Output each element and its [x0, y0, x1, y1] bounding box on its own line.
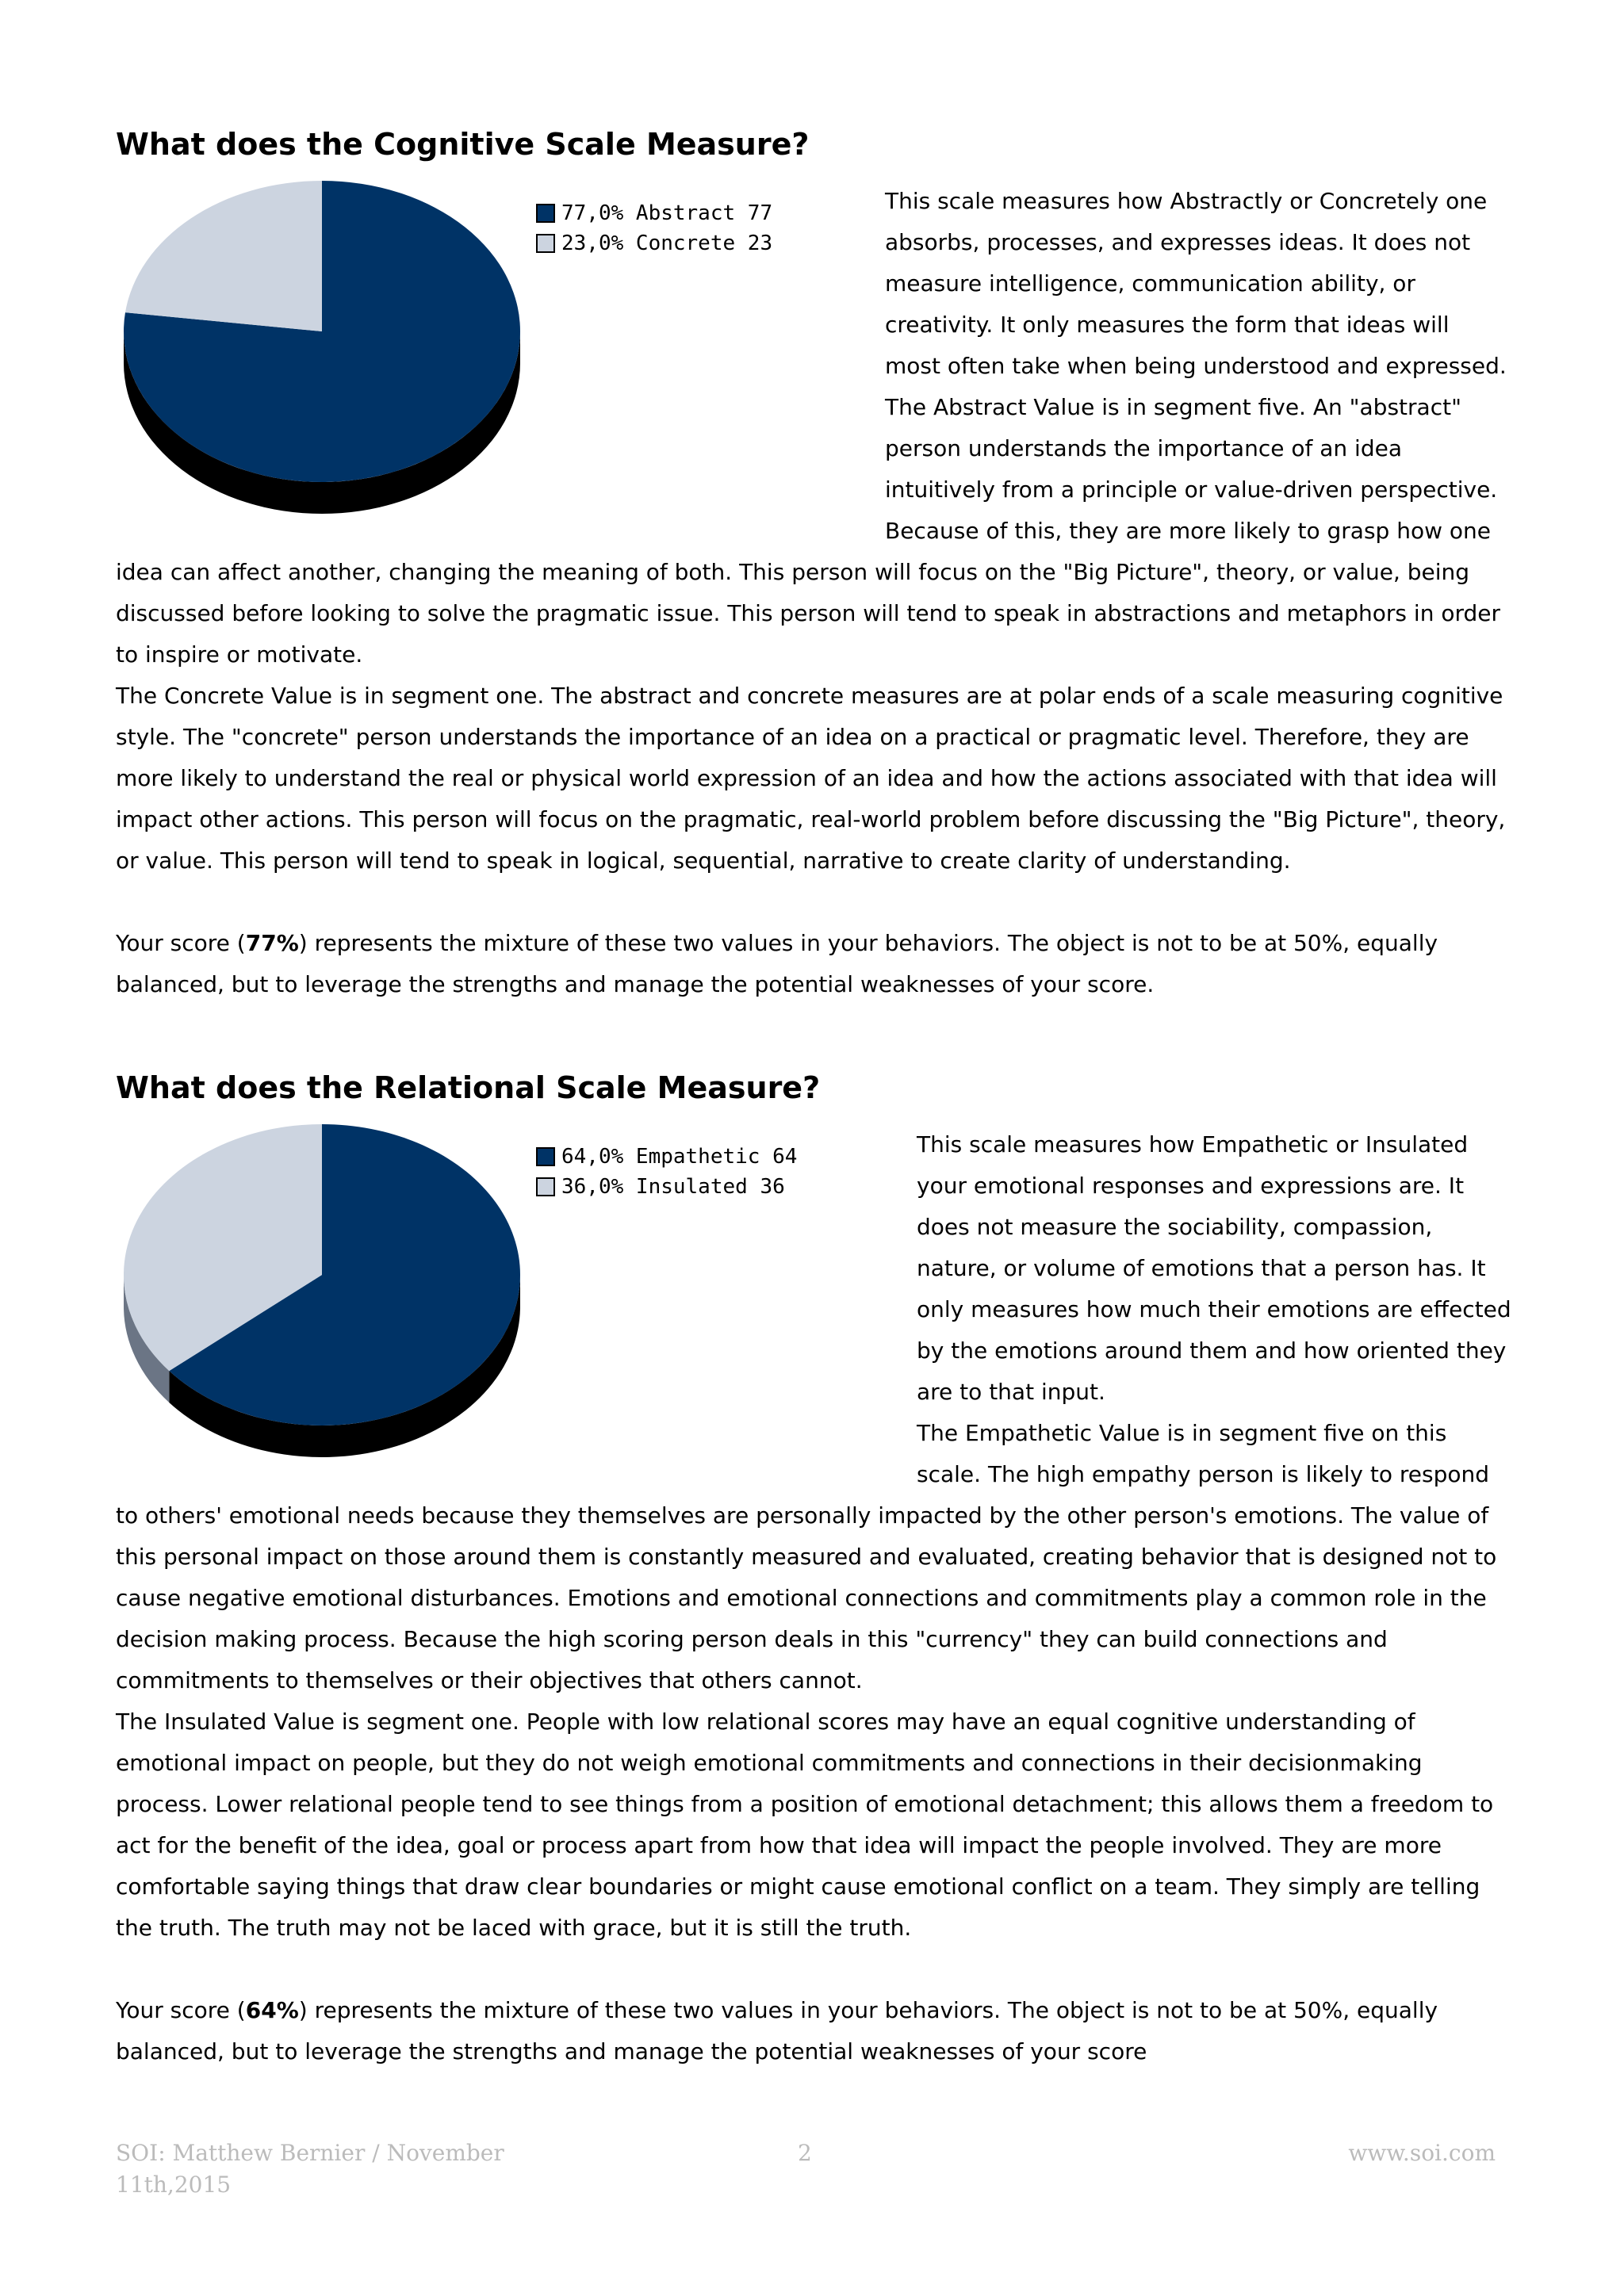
- chart-legend: [536, 198, 772, 258]
- section-heading: What does the Cognitive Scale Measure?: [116, 127, 810, 162]
- pie-chart-figure: [116, 181, 845, 541]
- paragraph: The Abstract Value is in segment five. An "abstract" person understands the importance of an idea intuitively from a principle or value-driven perspective. Because of this, they are more likely to grasp how one idea can affect another, changing the meaning of both. This person will focus on the "Big Picture", theory, or value, being discussed before looking to solve the pragmatic issue. This person will tend to speak in abstractions and metaphors in order to inspire or motivate.: [116, 394, 1501, 668]
- footer-author-date: SOI: Matthew Bernier / November 11th,2015: [116, 2140, 504, 2198]
- score-value: 64%: [245, 1997, 299, 2023]
- cognitive-scale-section: [116, 125, 1511, 1005]
- paragraph: This scale measures how Abstractly or Concretely one absorbs, processes, and expresses ideas. It does not measure intelligence, communication ability, or creativity. It only measures the form that ideas will most often take when being understood and expressed.: [885, 188, 1507, 379]
- score-paragraph: [116, 923, 1511, 1005]
- legend-item: [536, 1172, 797, 1202]
- legend-swatch-concrete: [536, 234, 555, 253]
- page-footer: [116, 2137, 1496, 2217]
- legend-label: 77,0% Abstract 77: [561, 201, 773, 225]
- chart-legend: [536, 1142, 797, 1202]
- legend-label: 64,0% Empathetic 64: [561, 1145, 798, 1169]
- paragraph: The Insulated Value is segment one. People with low relational scores may have an equal cognitive understanding of emotional impact on people, but they do not weigh emotional commitments and connections in their decisionmaking process. Lower relational people tend to see things from a position of emotional detachment; this allows them a freedom to act for the benefit of the idea, goal or process apart from how that idea will impact the people involved. They are more comfortable saying things that draw clear boundaries or might cause emotional conflict on a team. They simply are telling the truth. The truth may not be laced with grace, but it is still the truth.: [116, 1709, 1494, 1941]
- legend-swatch-abstract: [536, 204, 555, 223]
- pie-slice-concrete: [125, 181, 322, 331]
- section-heading: What does the Relational Scale Measure?: [116, 1070, 821, 1105]
- paragraph: This scale measures how Empathetic or Insulated your emotional responses and expressions are. It does not measure the sociability, compassion, nature, or volume of emotions that a person has. It only measures how much their emotions are effected by the emotions around them and how oriented they are to that input.: [917, 1131, 1511, 1405]
- pie-chart-figure: [116, 1124, 877, 1468]
- score-suffix: ) represents the mixture of these two values in your behaviors. The object is not to be at 50%, equally balanced, but to leverage the strengths and manage the potential weaknesses of your score.: [116, 930, 1438, 997]
- paragraph: The Empathetic Value is in segment five on this scale. The high empathy person is likely to respond to others' emotional needs because they themselves are personally impacted by the other person's emotions. The value of this personal impact on those around them is constantly measured and evaluated, creating behavior that is designed not to cause negative emotional disturbances. Emotions and emotional connections and commitments play a common role in the decision making process. Because the high scoring person deals in this "currency" they can build connections and commitments to themselves or their objectives that others cannot.: [116, 1420, 1497, 1693]
- legend-item: [536, 198, 772, 228]
- legend-swatch-insulated: [536, 1177, 555, 1196]
- legend-label: 36,0% Insulated 36: [561, 1175, 785, 1199]
- relational-scale-section: [116, 1069, 1511, 2072]
- score-suffix: ) represents the mixture of these two values in your behaviors. The object is not to be at 50%, equally balanced, but to leverage the strengths and manage the potential weaknesses of your score: [116, 1997, 1438, 2064]
- legend-item: [536, 1142, 797, 1172]
- legend-swatch-empathetic: [536, 1147, 555, 1166]
- footer-page-number: 2: [798, 2140, 812, 2166]
- footer-website: www.soi.com: [1348, 2140, 1496, 2166]
- score-paragraph: [116, 1990, 1511, 2072]
- legend-item: [536, 228, 772, 258]
- score-value: 77%: [245, 930, 299, 956]
- legend-label: 23,0% Concrete 23: [561, 232, 773, 255]
- paragraph: The Concrete Value is in segment one. The abstract and concrete measures are at polar ends of a scale measuring cognitive style. The "concrete" person understands the importance of an idea on a practical or pragmatic level. Therefore, they are more likely to understand the real or physical world expression of an idea and how the actions associated with that idea will impact other actions. This person will focus on the pragmatic, real-world problem before discussing the "Big Picture", theory, or value. This person will tend to speak in logical, sequential, narrative to create clarity of understanding.: [116, 683, 1506, 874]
- score-prefix: Your score (: [116, 1997, 246, 2023]
- score-prefix: Your score (: [116, 930, 246, 956]
